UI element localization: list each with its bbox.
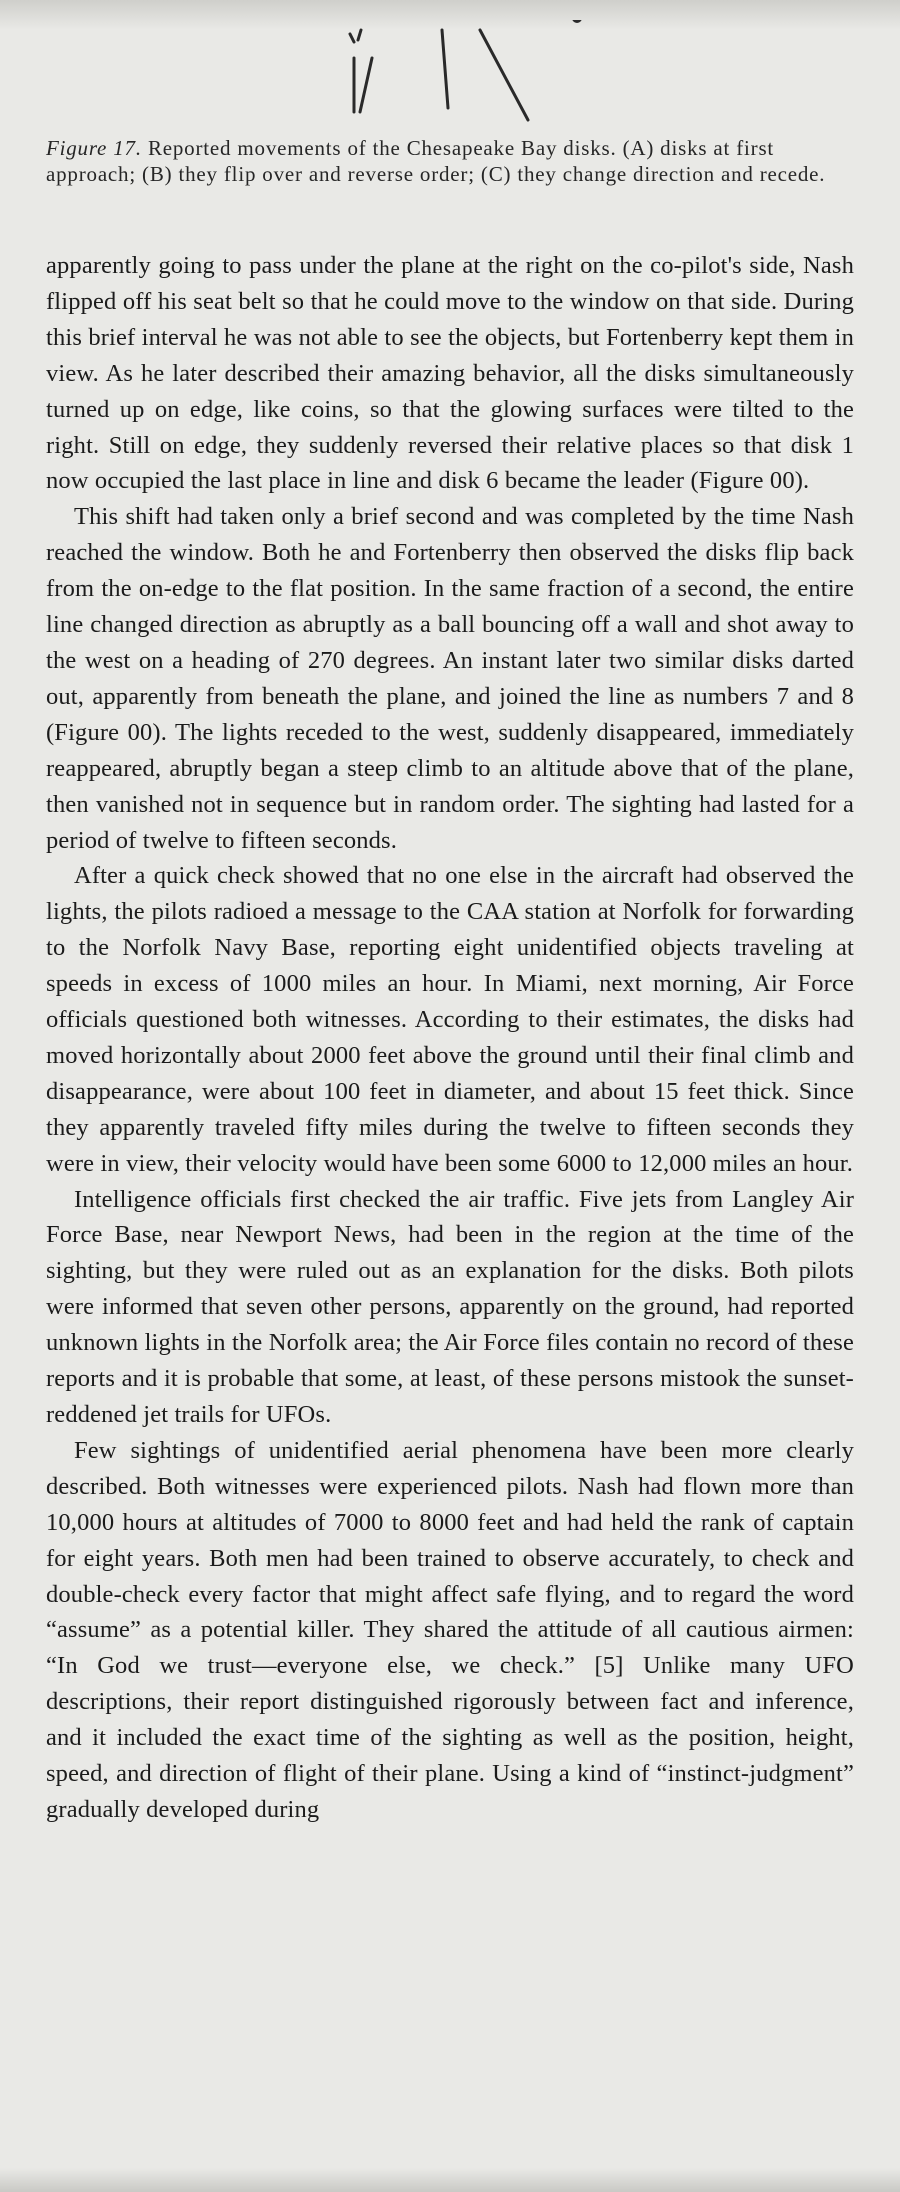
line-b bbox=[442, 30, 448, 108]
line-a-top-left bbox=[350, 34, 354, 42]
paragraph: After a quick check showed that no one else in the aircraft had observed the lights, the pilots radioed a message to the CAA station at Norfolk for forwarding to the Norfolk Navy Base, reporting eight unidentified objects traveling at speeds in excess of 1000 miles an hour. In Miami, next morning, Air Force officials questioned both witnesses. According to their estimates, the disks had moved horizontally about 2000 feet above the ground until their final climb and disappearance, were about 100 feet in diameter, and about 15 feet thick. Since they apparently traveled fifty miles during the twelve to fifteen seconds they were in view, their velocity would have been some 6000 to 12,000 miles an hour. bbox=[46, 862, 854, 1177]
figure-17-diagram bbox=[330, 20, 650, 125]
paragraph: This shift had taken only a brief second and was completed by the time Nash reached the window. Both he and Fortenberry then observed the disks flip back from the on-edge to the flat position. In the same fraction of a second, the entire line changed direction as abruptly as a ball bouncing off a wall and shot away to the west on a heading of 270 degrees. An instant later two similar disks darted out, apparently from beneath the plane, and joined the line as numbers 7 and 8 (Figure 00). The lights receded to the west, suddenly disappeared, immediately reappeared, abruptly began a steep climb to an altitude above that of the plane, then vanished not in sequence but in random order. The sighting had lasted for a period of twelve to fifteen seconds. bbox=[46, 503, 854, 854]
page-body bbox=[46, 248, 854, 1828]
figure-caption-label: Figure 17. bbox=[46, 136, 142, 160]
figure-caption-text: Reported movements of the Chesapeake Bay disks. (A) disks at first approach; (B) they flip over and reverse order; (C) they change direction and recede. bbox=[46, 136, 826, 186]
disk-movement-lines bbox=[330, 20, 650, 125]
paragraph: Intelligence officials first checked the air traffic. Five jets from Langley Air Force Base, near Newport News, had been in the region at the time of the sighting, but they were ruled out as an explanation for the disks. Both pilots were informed that seven other persons, apparently on the ground, had reported unknown lights in the Norfolk area; the Air Force files contain no record of these reports and it is probable that some, at least, of these persons mistook the sunset-reddened jet trails for UFOs. bbox=[46, 1185, 854, 1428]
scan-mark bbox=[572, 20, 582, 23]
paragraph-continued: apparently going to pass under the plane at the right on the co-pilot's side, Nash flipped off his seat belt so that he could move to the window on that side. During this brief interval he was not able to see the objects, but Fortenberry kept them in view. As he later described their amazing behavior, all the disks simultaneously turned up on edge, like coins, so that the glowing surfaces were tilted to the right. Still on edge, they suddenly reversed their relative places so that disk 1 now occupied the last place in line and disk 6 became the leader (Figure 00). bbox=[46, 252, 854, 495]
paragraph: Few sightings of unidentified aerial phenomena have been more clearly described. Both witnesses were experienced pilots. Nash had flown more than 10,000 hours at altitudes of 7000 to 8000 feet and had held the rank of captain for eight years. Both men had been trained to observe accurately, to check and double-check every factor that might affect safe flying, and to regard the word “assume” as a potential killer. They shared the attitude of all cautious airmen: “In God we trust—everyone else, we check.” [5] Unlike many UFO descriptions, their report distinguished rigorously between fact and inference, and it included the exact time of the sighting as well as the position, height, speed, and direction of flight of their plane. Using a kind of “instinct-judgment” gradually developed during bbox=[46, 1436, 854, 1823]
line-a-top-right bbox=[358, 30, 361, 40]
scan-bottom-edge bbox=[0, 2168, 900, 2192]
line-c bbox=[480, 30, 528, 120]
line-a-slant bbox=[360, 58, 372, 112]
figure-caption bbox=[46, 135, 851, 187]
